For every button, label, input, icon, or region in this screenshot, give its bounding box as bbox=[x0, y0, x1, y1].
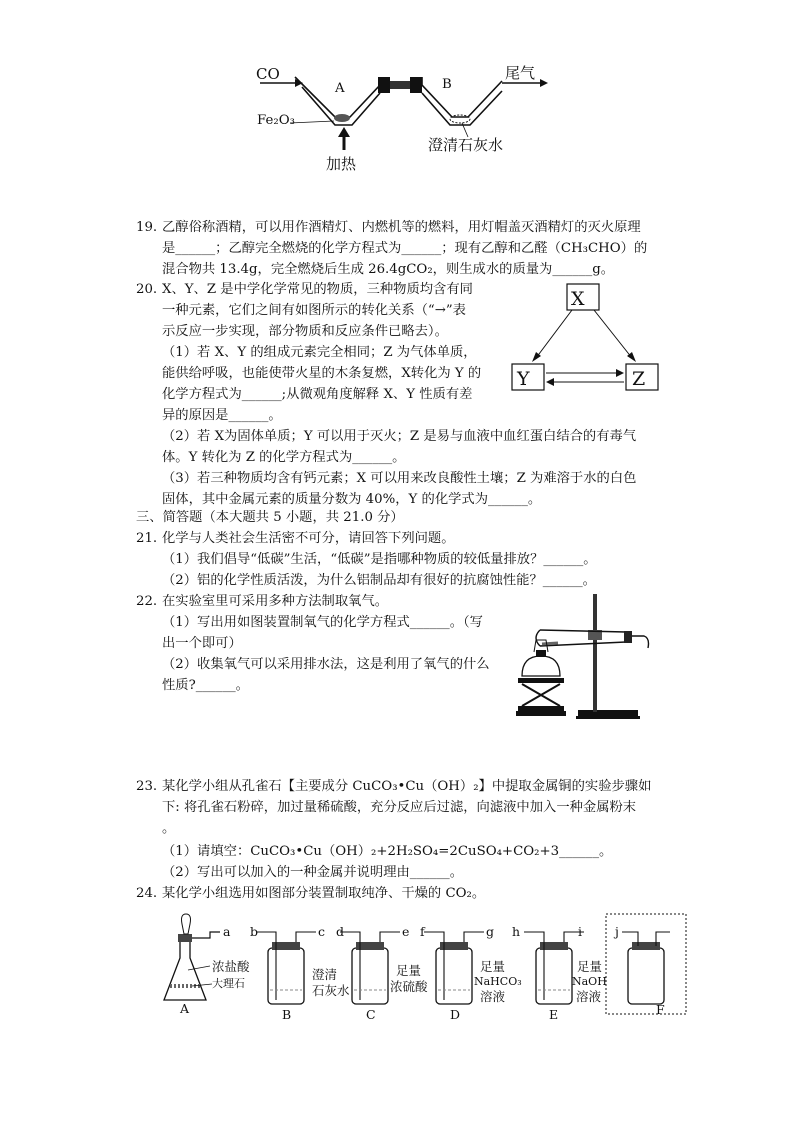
port-j: j bbox=[615, 924, 619, 939]
xyz-arrows bbox=[510, 282, 670, 394]
q23-line-5: （2）写出可以加入的一种金属并说明理由______。 bbox=[162, 865, 463, 880]
apparatus-label-e: E bbox=[549, 1007, 559, 1022]
bottle-f bbox=[622, 932, 670, 1004]
label-b-1: 澄清 bbox=[312, 967, 338, 982]
port-b: b bbox=[250, 924, 259, 939]
label-e-1: 足量 bbox=[577, 959, 603, 974]
label-b-2: 石灰水 bbox=[312, 983, 350, 998]
xyz-box-x: X bbox=[571, 288, 585, 310]
label-c-1: 足量 bbox=[396, 963, 422, 978]
q20-line-10: （3）若三种物质均含有钙元素；X 可以用来改良酸性土壤；Z 为难溶于水的白色 bbox=[162, 471, 637, 486]
apparatus-label-c: C bbox=[366, 1007, 376, 1022]
q20-line-7: 异的原因是______。 bbox=[162, 408, 282, 423]
q23-number: 23. bbox=[136, 779, 158, 794]
q23-line-1: 某化学小组从孔雀石【主要成分 CuCO₃•Cu（OH）₂】中提取金属铜的实验步骤如 bbox=[162, 779, 652, 794]
q19-line-1: 乙醇俗称酒精，可以用作酒精灯、内燃机等的燃料，用灯帽盖灭酒精灯的灭火原理 bbox=[162, 220, 641, 235]
q19-line-2: 是______；乙醇完全燃烧的化学方程式为______；现有乙醇和乙醛（CH₃CHO）的 bbox=[162, 241, 648, 256]
q21-line-3: （2）铝的化学性质活泼，为什么铝制品却有很好的抗腐蚀性能？______。 bbox=[162, 573, 596, 588]
port-h: h bbox=[512, 924, 521, 939]
oxygen-apparatus-figure bbox=[508, 592, 658, 724]
q22-line-1: 在实验室里可采用多种方法制取氧气。 bbox=[162, 594, 389, 609]
oxygen-apparatus-drawing bbox=[508, 592, 658, 724]
q20-number: 20. bbox=[136, 282, 158, 297]
port-c: c bbox=[318, 924, 326, 939]
q23-line-3: 。 bbox=[162, 821, 176, 836]
q20-line-6: 化学方程式为______;从微观角度解释 X、Y 性质有差 bbox=[162, 387, 473, 402]
bottle-b bbox=[256, 932, 316, 1004]
q23-line-4: （1）请填空：CuCO₃•Cu（OH）₂+2H₂SO₄=2CuSO₄+CO₂+3______。 bbox=[162, 844, 613, 859]
label-tube-a: A bbox=[335, 81, 345, 96]
port-f: f bbox=[420, 924, 425, 939]
q22-line-2: （1）写出用如图装置制氧气的化学方程式______。（写 bbox=[162, 615, 483, 630]
section-3-heading: 三、简答题（本大题共 5 小题，共 21.0 分） bbox=[136, 510, 404, 525]
q20-line-4: （1）若 X、Y 的组成元素完全相同；Z 为气体单质， bbox=[162, 345, 477, 360]
label-fe2o3: Fe₂O₃ bbox=[257, 113, 295, 128]
xyz-box-z: Z bbox=[632, 368, 646, 390]
label-d-3: 溶液 bbox=[480, 989, 506, 1004]
q19-line-3: 混合物共 13.4g，完全燃烧后生成 26.4gCO₂，则生成水的质量为______g。 bbox=[162, 262, 615, 277]
bottle-d bbox=[424, 932, 484, 1004]
label-limewater: 澄清石灰水 bbox=[428, 136, 504, 154]
apparatus-label-b: B bbox=[282, 1007, 292, 1022]
port-d: d bbox=[336, 924, 345, 939]
q20-line-8: （2）若 X为固体单质；Y 可以用于灭火；Z 是易与血液中血红蛋白结合的有毒气 bbox=[162, 429, 637, 444]
bottle-e bbox=[524, 932, 584, 1004]
xyz-diagram bbox=[510, 282, 670, 394]
q20-line-1: X、Y、Z 是中学化学常见的物质，三种物质均含有同 bbox=[162, 282, 473, 297]
port-a: a bbox=[223, 924, 231, 939]
apparatus-label-f: F bbox=[656, 1002, 665, 1017]
label-d-1: 足量 bbox=[480, 959, 506, 974]
q24-line-1: 某化学小组选用如图部分装置制取纯净、干燥的 CO₂。 bbox=[162, 886, 486, 901]
q20-line-2: 一种元素，它们之间有如图所示的转化关系（“→”表 bbox=[162, 303, 466, 318]
port-i: i bbox=[578, 924, 582, 939]
label-heat: 加热 bbox=[326, 155, 357, 173]
q20-line-11: 固体，其中金属元素的质量分数为 40%，Y 的化学式为______。 bbox=[162, 492, 542, 507]
q22-line-4: （2）收集氧气可以采用排水法，这是利用了氧气的什么 bbox=[162, 657, 490, 672]
label-c-2: 浓硫酸 bbox=[390, 979, 428, 994]
xyz-box-y: Y bbox=[517, 368, 530, 390]
q21-number: 21. bbox=[136, 531, 158, 546]
q21-line-2: （1）我们倡导“低碳”生活，“低碳”是指哪种物质的较低量排放？______。 bbox=[162, 552, 597, 567]
q21-line-1: 化学与人类社会生活密不可分，请回答下列问题。 bbox=[162, 531, 455, 546]
port-e: e bbox=[402, 924, 410, 939]
q20-line-9: 体。Y 转化为 Z 的化学方程式为______。 bbox=[162, 450, 406, 465]
label-marble: 大理石 bbox=[212, 977, 245, 990]
label-e-2: NaOH bbox=[572, 975, 607, 988]
label-co: CO bbox=[256, 65, 280, 83]
label-hcl: 浓盐酸 bbox=[212, 959, 250, 974]
label-e-3: 溶液 bbox=[576, 989, 602, 1004]
q22-line-5: 性质?______。 bbox=[162, 678, 249, 693]
apparatus-label-a: A bbox=[180, 1001, 190, 1016]
q22-line-3: 出一个即可） bbox=[162, 636, 242, 651]
q22-number: 22. bbox=[136, 594, 158, 609]
label-tube-b: B bbox=[442, 77, 452, 92]
q24-number: 24. bbox=[136, 886, 158, 901]
apparatus-label-d: D bbox=[450, 1007, 461, 1022]
label-tail-gas: 尾气 bbox=[505, 64, 536, 82]
port-g: g bbox=[486, 924, 495, 939]
q19-number: 19. bbox=[136, 220, 158, 235]
q20-line-5: 能供给呼吸，也能使带火星的木条复燃，X转化为 Y 的 bbox=[162, 366, 482, 381]
label-d-2: NaHCO₃ bbox=[474, 975, 522, 988]
q20-line-3: 示反应一步实现，部分物质和反应条件已略去）。 bbox=[162, 324, 448, 339]
q23-line-2: 下: 将孔雀石粉碎，加过量稀硫酸，充分反应后过滤，向滤液中加入一种金属粉末 bbox=[162, 800, 637, 815]
